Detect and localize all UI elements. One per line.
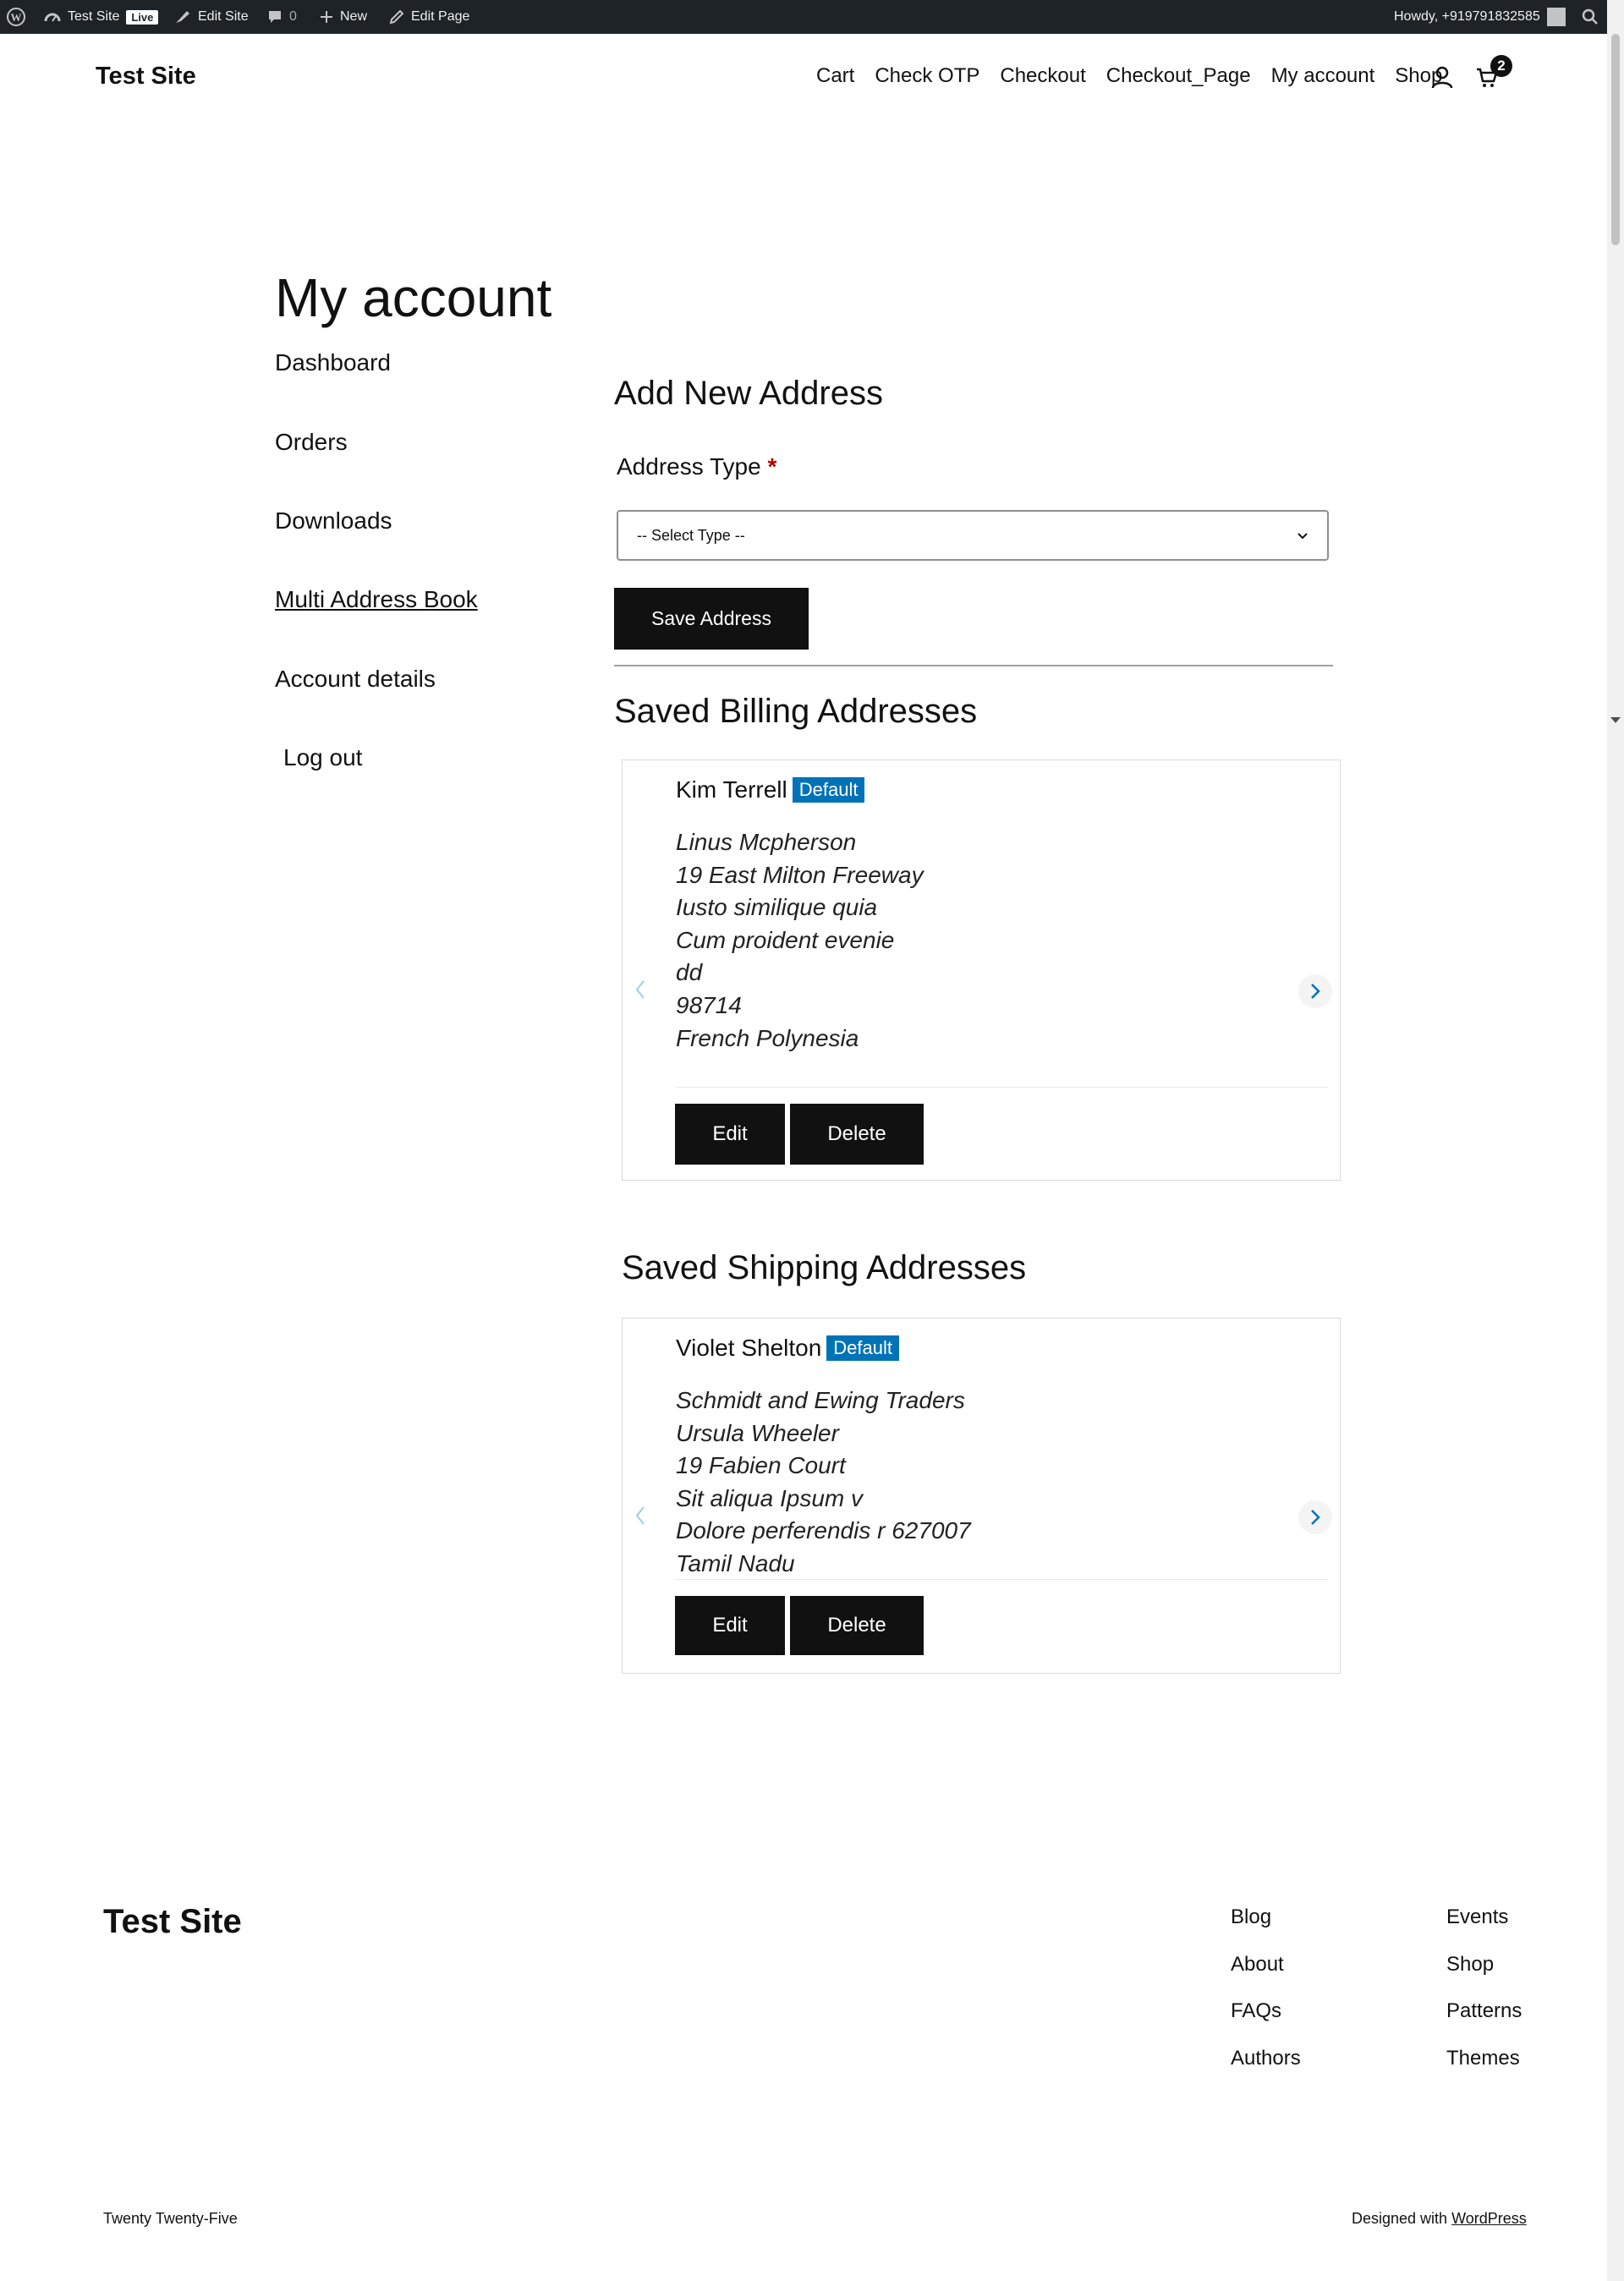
nav-checkout[interactable]: Checkout (1000, 64, 1086, 87)
billing-address-lines (676, 826, 924, 1055)
address-type-selected-value: -- Select Type -- (637, 526, 745, 544)
save-address-button[interactable]: Save Address (614, 588, 809, 650)
nav-checkout-page[interactable]: Checkout_Page (1106, 64, 1251, 87)
footer-link-blog[interactable]: Blog (1231, 1905, 1272, 1928)
nav-my-account[interactable]: My account (1270, 64, 1375, 87)
billing-address-card (622, 759, 1341, 1181)
shipping-default-badge: Default (826, 1335, 899, 1361)
chevron-down-icon (1297, 527, 1309, 545)
section-divider (614, 665, 1333, 666)
footer-link-authors[interactable]: Authors (1231, 2047, 1301, 2070)
pencil-icon (389, 9, 404, 25)
scroll-down-arrow-icon[interactable] (1610, 717, 1621, 723)
edit-site-label: Edit Site (198, 9, 249, 24)
new-label: New (340, 9, 368, 24)
edit-site-link[interactable] (174, 0, 249, 34)
address-type-label (617, 453, 776, 480)
account-nav-dashboard[interactable]: Dashboard (275, 349, 391, 376)
shipping-address-line: Tamil Nadu (676, 1549, 795, 1576)
footer-site-title[interactable]: Test Site (103, 1903, 242, 1940)
live-badge: Live (126, 10, 158, 25)
plus-icon (320, 10, 333, 24)
shipping-card-divider (676, 1579, 1328, 1580)
wordpress-logo-icon[interactable] (7, 0, 25, 34)
billing-next-arrow-icon[interactable] (1298, 974, 1332, 1008)
shipping-contact-name: Violet Shelton (676, 1335, 822, 1361)
comment-icon (267, 9, 283, 25)
shipping-section-heading: Saved Shipping Addresses (622, 1249, 1027, 1286)
admin-search-button[interactable] (1582, 0, 1599, 34)
required-marker: * (767, 453, 777, 480)
billing-contact-name: Kim Terrell (676, 776, 787, 803)
shipping-address-line: 19 Fabien Court (676, 1452, 846, 1479)
account-nav-multi-address-book[interactable]: Multi Address Book (275, 586, 478, 612)
billing-address-line: Cum proident evenie (676, 926, 895, 953)
account-nav-downloads[interactable]: Downloads (275, 507, 392, 534)
footer-link-themes[interactable]: Themes (1446, 2047, 1520, 2070)
billing-edit-button[interactable]: Edit (675, 1104, 785, 1165)
address-type-select[interactable] (617, 510, 1329, 561)
footer-link-about[interactable]: About (1231, 1953, 1284, 1976)
billing-default-badge: Default (793, 777, 865, 803)
comments-count: 0 (289, 9, 297, 24)
site-title[interactable]: Test Site (96, 63, 196, 90)
billing-name-row (676, 776, 864, 803)
wordpress-link[interactable]: WordPress (1451, 2210, 1527, 2227)
shipping-delete-button[interactable]: Delete (790, 1596, 924, 1655)
shipping-prev-arrow-icon[interactable] (634, 1505, 646, 1531)
footer-link-patterns[interactable]: Patterns (1446, 1999, 1522, 2022)
account-nav-logout[interactable]: Log out (283, 744, 363, 770)
designed-with-credit (1352, 2210, 1527, 2228)
billing-address-line: Linus Mcpherson (676, 829, 857, 855)
shipping-edit-button[interactable]: Edit (675, 1596, 785, 1655)
dashboard-icon (44, 9, 61, 25)
shipping-address-line: Ursula Wheeler (676, 1419, 839, 1446)
nav-shop[interactable]: Shop (1395, 64, 1443, 87)
account-menu[interactable] (1394, 0, 1566, 34)
page-title: My account (275, 267, 552, 328)
svg-text:W: W (10, 11, 22, 24)
admin-site-link[interactable] (44, 0, 158, 34)
theme-credit: Twenty Twenty-Five (103, 2210, 238, 2227)
admin-site-name: Test Site (68, 9, 120, 24)
address-type-label-text: Address Type (617, 453, 761, 480)
edit-page-link[interactable] (389, 0, 469, 34)
brush-icon (174, 9, 191, 25)
howdy-label: Howdy, +919791832585 (1394, 9, 1540, 24)
admin-bar (0, 0, 1607, 34)
footer-link-shop[interactable]: Shop (1446, 1953, 1495, 1976)
shipping-address-lines (676, 1385, 971, 1581)
footer-link-events[interactable]: Events (1446, 1905, 1509, 1928)
page-scrollbar[interactable] (1607, 0, 1624, 2281)
billing-card-divider (676, 1087, 1328, 1088)
billing-address-line: 19 East Milton Freeway (676, 861, 924, 888)
billing-delete-button[interactable]: Delete (790, 1104, 924, 1165)
billing-address-line: Iusto similique quia (676, 894, 878, 921)
avatar (1547, 8, 1566, 26)
billing-address-line: French Polynesia (676, 1024, 859, 1051)
scrollbar-thumb[interactable] (1611, 34, 1620, 245)
nav-check-otp[interactable]: Check OTP (875, 64, 980, 87)
mini-cart-button[interactable] (1475, 58, 1511, 96)
account-nav-orders[interactable]: Orders (275, 429, 348, 455)
main-nav (816, 64, 1442, 88)
shipping-address-line: Dolore perferendis r 627007 (676, 1517, 971, 1544)
search-icon (1582, 8, 1599, 25)
nav-cart[interactable]: Cart (816, 64, 855, 87)
shipping-name-row (676, 1335, 899, 1362)
credit-prefix: Designed with (1352, 2210, 1448, 2227)
account-nav-account-details[interactable]: Account details (275, 666, 436, 692)
add-address-heading: Add New Address (614, 375, 883, 412)
shipping-next-arrow-icon[interactable] (1298, 1500, 1332, 1534)
shipping-address-line: Schmidt and Ewing Traders (676, 1387, 965, 1413)
new-content-link[interactable] (320, 0, 367, 34)
billing-address-line: dd (676, 959, 703, 986)
shipping-address-card (622, 1318, 1341, 1674)
edit-page-label: Edit Page (411, 9, 470, 24)
billing-prev-arrow-icon[interactable] (634, 979, 646, 1005)
comments-link[interactable] (267, 0, 297, 34)
cart-count-badge: 2 (1490, 55, 1512, 77)
billing-address-line: 98714 (676, 991, 742, 1018)
shipping-address-line: Sit aliqua Ipsum v (676, 1484, 863, 1511)
footer-link-faqs[interactable]: FAQs (1231, 1999, 1282, 2022)
billing-section-heading: Saved Billing Addresses (614, 693, 978, 730)
user-account-icon[interactable] (1430, 65, 1454, 95)
